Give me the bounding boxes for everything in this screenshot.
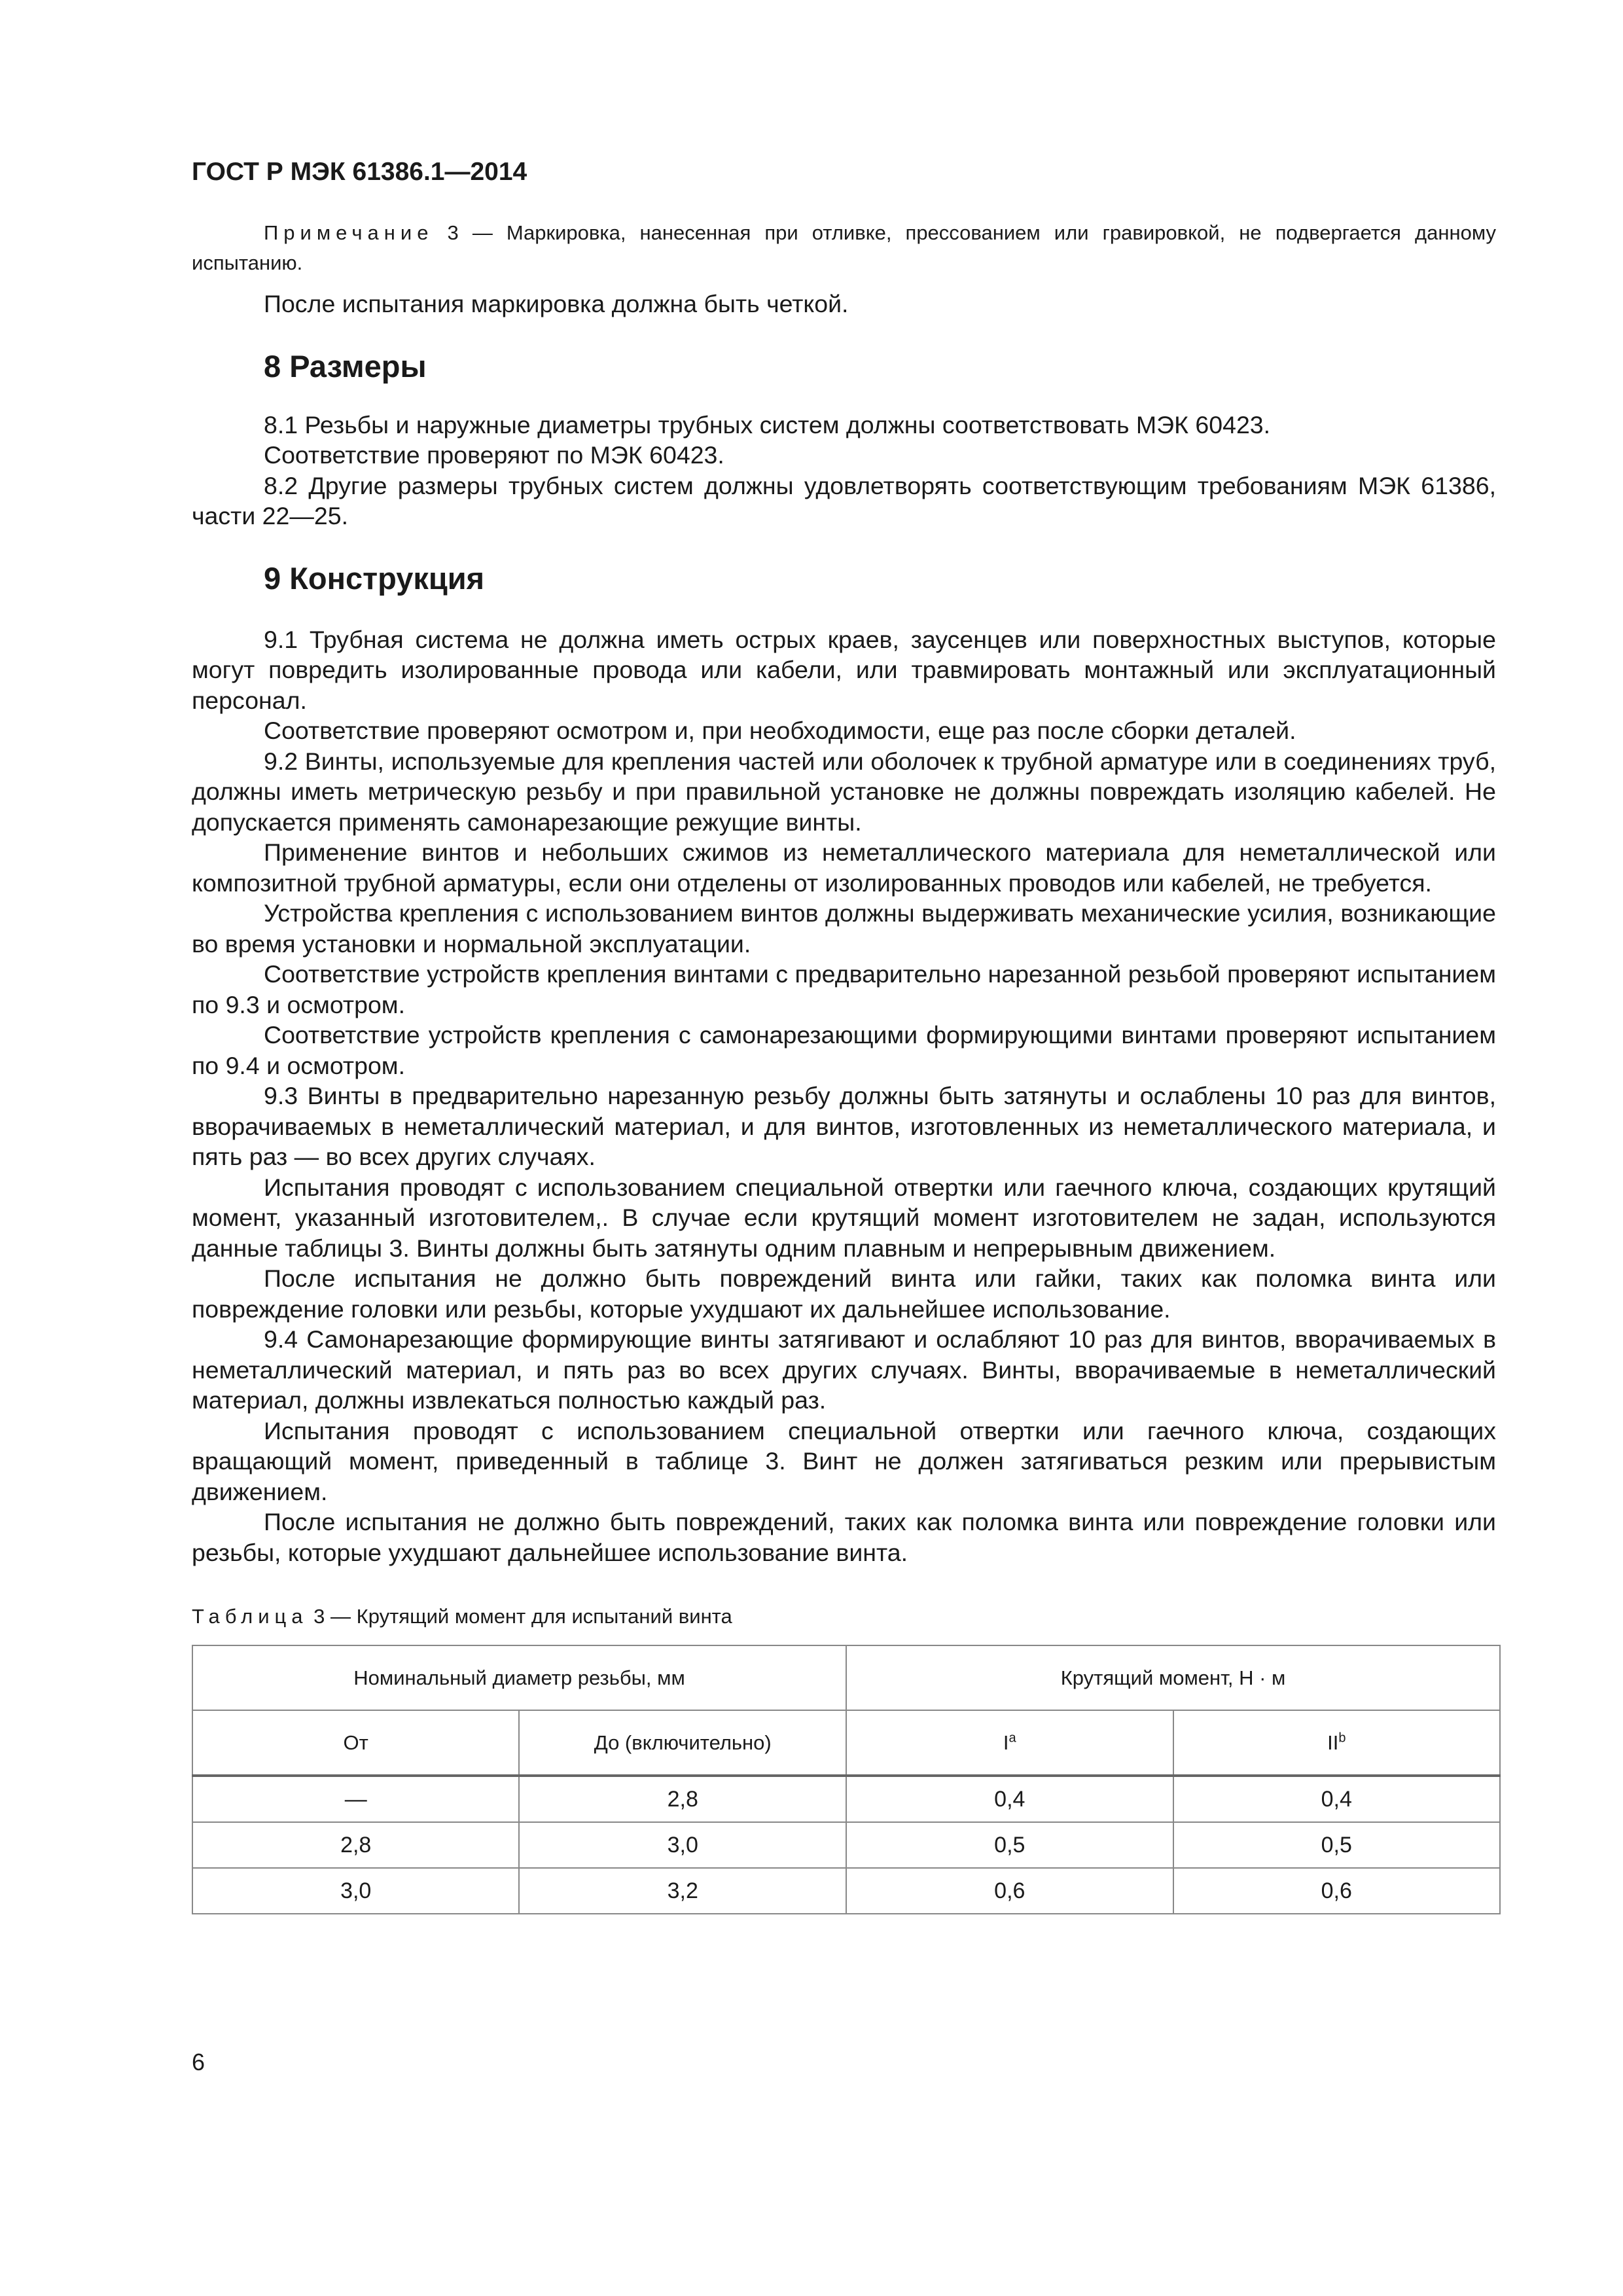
table-cell: 3,2 <box>519 1868 846 1914</box>
section-8-title: 8 Размеры <box>264 348 427 384</box>
table-subheader-row <box>192 1710 1500 1776</box>
table-row <box>192 1776 1500 1822</box>
note-label: Примечание <box>264 221 434 244</box>
section-9-para: Испытания проводят с использованием специальной отвертки или гаечного ключа, создающих вращающий момент, приведенный в таблице 3. Винт не должен затягиваться резким или прерывистым движением. <box>192 1416 1496 1505</box>
torque-table <box>192 1645 1501 1914</box>
table-cell: 0,5 <box>1173 1822 1500 1868</box>
table-cell: 0,6 <box>846 1868 1173 1914</box>
footnote-b: b <box>1338 1731 1346 1746</box>
table-cell: 2,8 <box>519 1776 846 1822</box>
section-9-para: Соответствие устройств крепления с самонарезающими формирующими винтами проверяют испытанием по 9.4 и осмотром. <box>192 1021 1496 1079</box>
table-caption-label: Таблица <box>192 1605 308 1628</box>
table-3-caption <box>192 1602 1496 1632</box>
table-cell: 2,8 <box>192 1822 519 1868</box>
section-8-para: 8.1 Резьбы и наружные диаметры трубных систем должны соответствовать МЭК 60423. <box>264 410 1271 439</box>
section-9-para: Применение винтов и небольших сжимов из неметаллического материала для неметаллической или композитной трубной арматуры, если они отделены от изолированных проводов или кабелей, не требуется. <box>192 838 1496 897</box>
table-caption-text: 3 — Крутящий момент для испытаний винта <box>308 1605 732 1628</box>
footnote-a: a <box>1008 1731 1016 1746</box>
table-cell: 0,4 <box>846 1776 1173 1822</box>
section-9-para: 9.4 Самонарезающие формирующие винты затягивают и ослабляют 10 раз для винтов, вворачиваемых в неметаллический материал, и пять раз во всех других случаях. Винты, вворачиваемые в неметаллический материал, должны извлекаться полностью каждый раз. <box>192 1325 1496 1414</box>
section-9-para: Испытания проводят с использованием специальной отвертки или гаечного ключа, создающих крутящий момент, указанный изготовителем,. В случае если крутящий момент изготовителем не задан, используются данные таблицы 3. Винты должны быть затянуты одним плавным и непрерывным движением. <box>192 1173 1496 1262</box>
section-9-title: 9 Конструкция <box>264 560 485 596</box>
subheader-torque-i: $I^a$ <box>846 1710 1173 1776</box>
section-9-para: Устройства крепления с использованием винтов должны выдерживать механические усилия, возникающие во время установки и нормальной эксплуатации. <box>192 899 1496 958</box>
section-9-para: 9.1 Трубная система не должна иметь острых краев, заусенцев или поверхностных выступов, которые могут повредить изолированные провода или кабели, или травмировать монтажный или эксплуатационный персонал. <box>192 625 1496 714</box>
subheader-from: От <box>192 1710 519 1776</box>
subheader-torque-ii: $II^b$ <box>1173 1710 1500 1776</box>
table-cell: 0,4 <box>1173 1776 1500 1822</box>
table-cell: 0,6 <box>1173 1868 1500 1914</box>
page-content <box>192 154 1496 1914</box>
section-9-para: После испытания не должно быть повреждений, таких как поломка винта или повреждение головки или резьбы, которые ухудшают дальнейшее использование винта. <box>192 1508 1496 1566</box>
section-8-para: 8.2 Другие размеры трубных систем должны удовлетворять соответствующим требованиям МЭК 61386, части 22—25. <box>192 471 1496 529</box>
header-torque: Крутящий момент, Н · м <box>846 1645 1500 1710</box>
section-9-para: Соответствие устройств крепления винтами с предварительно нарезанной резьбой проверяют испытанием по 9.3 и осмотром. <box>192 960 1496 1018</box>
section-9-para: 9.2 Винты, используемые для крепления частей или оболочек к трубной арматуре или в соединениях труб, должны иметь метрическую резьбу и при правильной установке не должны повреждать изоляцию кабелей. Не допускается применять самонарезающие режущие винты. <box>192 747 1496 836</box>
table-cell: 0,5 <box>846 1822 1173 1868</box>
section-9-para: Соответствие проверяют осмотром и, при необходимости, еще раз после сборки деталей. <box>264 717 1296 744</box>
note-text: 3 — Маркировка, нанесенная при отливке, прессованием или гравировкой, не подвергается данному испытанию. <box>192 221 1496 274</box>
note-3 <box>192 218 1496 278</box>
table-cell: 3,0 <box>192 1868 519 1914</box>
section-9-para: 9.3 Винты в предварительно нарезанную резьбу должны быть затянуты и ослаблены 10 раз для винтов, вворачиваемых в неметаллический материал, и для винтов, изготовленных из неметаллического материала, и пять раз — во всех других случаях. <box>192 1082 1496 1170</box>
table-row <box>192 1822 1500 1868</box>
table-cell: 3,0 <box>519 1822 846 1868</box>
subheader-to-inclusive: До (включительно) <box>519 1710 846 1776</box>
section-9-para: После испытания не должно быть повреждений винта или гайки, таких как поломка винта или повреждение головки или резьбы, которые ухудшают их дальнейшее использование. <box>192 1265 1496 1323</box>
page-number: 6 <box>192 2049 205 2075</box>
section-8-para: Соответствие проверяют по МЭК 60423. <box>264 441 724 469</box>
header-thread-diameter: Номинальный диаметр резьбы, мм <box>192 1645 846 1710</box>
table-cell: — <box>192 1776 519 1822</box>
document-header: ГОСТ Р МЭК 61386.1—2014 <box>192 158 527 186</box>
table-row <box>192 1868 1500 1914</box>
marking-result: После испытания маркировка должна быть четкой. <box>264 290 849 317</box>
table-header-row <box>192 1645 1500 1710</box>
